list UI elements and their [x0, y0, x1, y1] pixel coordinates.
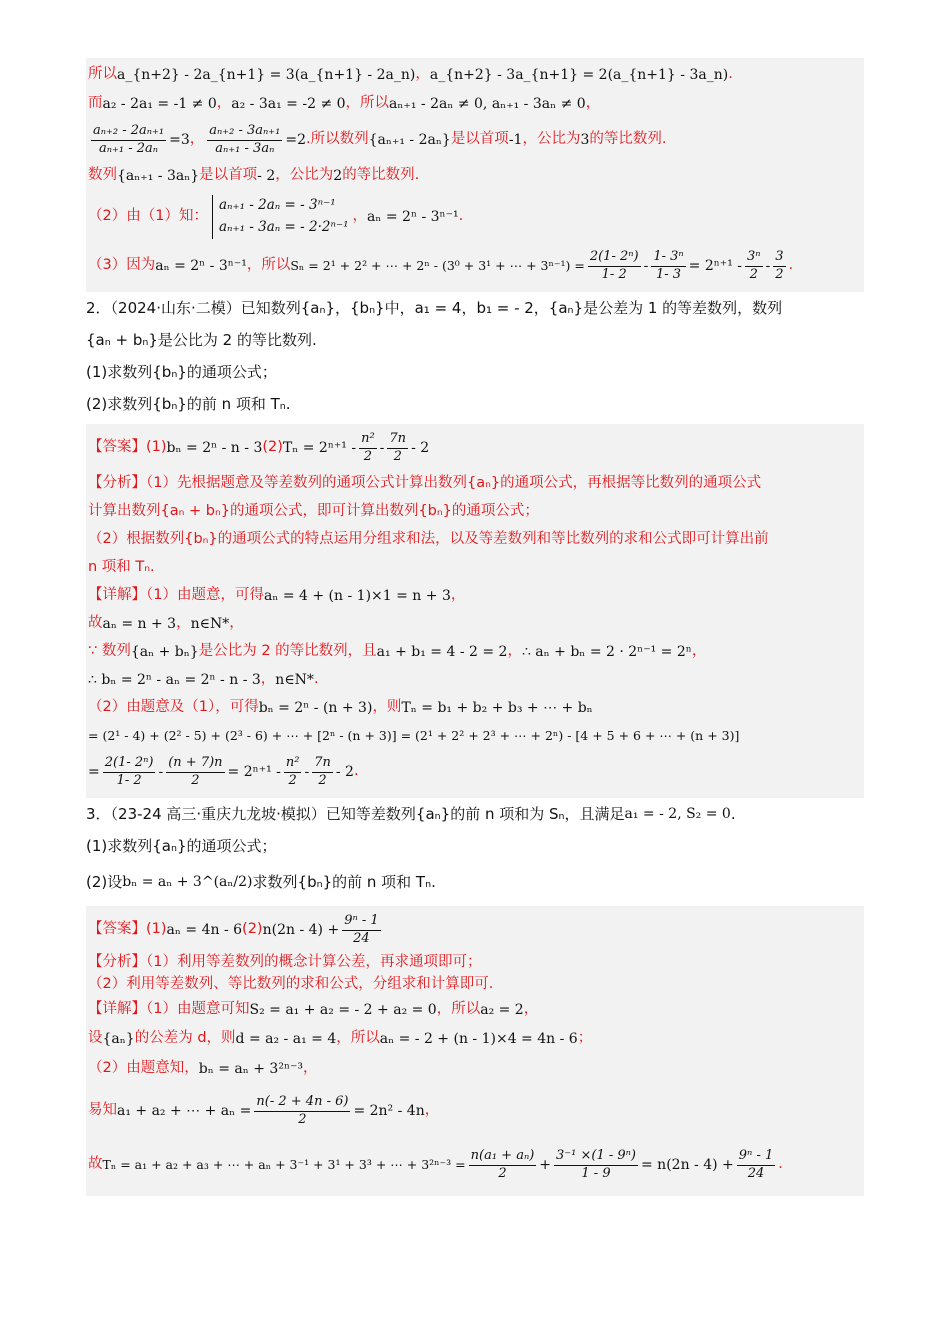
equation-row: aₙ₊₁ - 3aₙ = - 2·2ⁿ⁻¹ [218, 219, 349, 235]
formula: = n(2n - 4) + [641, 1156, 734, 1173]
b3-detail-1 [88, 996, 862, 1024]
fraction [284, 755, 302, 789]
text: (1) [146, 921, 167, 938]
formula: bₙ = aₙ + 3²ⁿ⁻³ [198, 1060, 303, 1077]
q3-stem [86, 798, 864, 830]
b2-detail-3 [88, 638, 862, 666]
text: 所以 [88, 66, 117, 83]
fraction [745, 249, 763, 283]
text: ，则 [372, 699, 402, 716]
text: ，所以 [345, 95, 390, 112]
equation-system [212, 195, 349, 238]
formula: {aₙ} [102, 1030, 135, 1047]
fraction [312, 755, 333, 789]
text: ， [450, 587, 466, 604]
formula: =2 [285, 131, 307, 148]
numerator: (n + 7)n [166, 755, 224, 772]
b2-analysis-2: 计算出数列{aₙ + bₙ}的通项公式，即可计算出数列{bₙ}的通项公式； [88, 503, 539, 520]
text: 3．（23-24 高三·重庆九龙坡·模拟）已知等差数列{aₙ}的前 n 项和为 Sₙ，且满足 [86, 804, 625, 823]
text: 设 [88, 1030, 103, 1047]
fraction [207, 123, 282, 157]
operator: - [379, 439, 385, 456]
denominator: 1 - 9 [581, 1165, 611, 1181]
formula: a_{n+2} - 3a_{n+1} = 2(a_{n+1} - 3a_n) [429, 66, 729, 83]
denominator: aₙ₊₁ - 2aₙ [99, 140, 159, 156]
text: ，所以 [336, 1030, 380, 1047]
text: ， [691, 643, 707, 660]
text: ， [523, 1001, 539, 1018]
numerator: 2(1- 2ⁿ) [103, 755, 156, 772]
fraction [254, 1094, 350, 1128]
numerator: 3 [773, 249, 785, 266]
formula: n∈N* [275, 671, 314, 688]
denominator: 2 [749, 266, 758, 282]
question-3 [86, 798, 864, 902]
denominator: aₙ₊₁ - 3aₙ [215, 140, 275, 156]
formula: a₁ = - 2, S₂ = 0 [624, 805, 731, 822]
b1-line-3 [88, 118, 862, 162]
b1-line-6 [88, 244, 862, 288]
numerator: 1- 3ⁿ [651, 249, 685, 266]
q3-part-1: (1)求数列{aₙ}的通项公式； [86, 836, 277, 855]
q2-part-1: (1)求数列{bₙ}的通项公式； [86, 362, 277, 381]
formula: d = a₂ - a₁ = 4 [235, 1030, 337, 1047]
formula: aₙ = 4 + (n - 1)×1 = n + 3 [263, 587, 451, 604]
numerator: 3⁻¹ ×(1 - 9ⁿ) [554, 1148, 638, 1165]
formula: Sₙ = 2¹ + 2² + ⋯ + 2ⁿ - (3⁰ + 3¹ + ⋯ + 3ⁿ⁻¹) = [290, 257, 585, 273]
formula: = 2ⁿ⁺¹ - [227, 763, 281, 780]
text: (2)设 [86, 872, 123, 891]
formula: S₂ = a₁ + a₂ = - 2 + a₂ = 0 [249, 1001, 437, 1018]
text: ， [585, 95, 601, 112]
denominator: 2 [363, 448, 373, 464]
q2-stem-1: 2．（2024·山东·二模）已知数列{aₙ}，{bₙ}中，a₁ = 4，b₁ = - 2，{aₙ}是公差为 1 的等差数列，数列 [86, 298, 783, 317]
fraction [91, 123, 166, 157]
operator: - [643, 257, 649, 274]
numerator: 7n [312, 755, 333, 772]
formula: 2 [333, 167, 343, 184]
fraction [554, 1148, 638, 1182]
denominator: 2 [191, 772, 200, 788]
text: 求数列{bₙ}的前 n 项和 Tₙ. [252, 872, 436, 891]
formula: =3 [169, 131, 190, 148]
numerator: n(- 2 + 4n - 6) [254, 1094, 350, 1111]
text: (1) [146, 439, 167, 456]
denominator: 24 [353, 930, 370, 946]
text: ， [424, 1102, 440, 1119]
text: ，公比为 [275, 167, 334, 184]
text: 【详解】（1）由题意，可得 [88, 587, 264, 604]
text: 故 [88, 1156, 103, 1173]
q2-part-2: (2)求数列{bₙ}的前 n 项和 Tₙ. [86, 394, 291, 413]
fraction [773, 249, 785, 283]
text: ， [352, 208, 367, 225]
b2-detail-6 [88, 722, 862, 750]
formula: a₂ = 2 [480, 1001, 524, 1018]
numerator: aₙ₊₂ - 3aₙ₊₁ [207, 123, 282, 140]
text: 故 [88, 615, 103, 632]
text: .所以数列 [306, 131, 369, 148]
denominator: 2 [498, 1165, 507, 1181]
b3-analysis-2: （2）利用等差数列、等比数列的求和公式，分组求和计算即可. [88, 976, 494, 993]
text: . [730, 804, 736, 823]
b3-answer [88, 908, 862, 952]
text: ，所以 [246, 257, 291, 274]
text: ∵ 数列 [88, 643, 131, 660]
formula: Tₙ = 2ⁿ⁺¹ - [282, 439, 357, 456]
fraction [103, 755, 156, 789]
text: ，所以 [436, 1001, 481, 1018]
text: ， [507, 643, 522, 660]
solution-block-3 [86, 906, 864, 1196]
denominator: 2 [775, 266, 784, 282]
b3-detail-4 [88, 1084, 862, 1138]
text: 是以首项 [199, 167, 258, 184]
answer-tag: 【答案】 [88, 439, 146, 456]
text: . [728, 66, 733, 83]
formula: bₙ = 2ⁿ - n - 3 [166, 439, 263, 456]
text: （3）因为 [88, 257, 156, 274]
b2-detail-4 [88, 666, 862, 694]
text: . [313, 671, 319, 688]
fraction [469, 1148, 537, 1182]
formula: - 2 [335, 763, 354, 780]
text: （2）由（1）知： [88, 208, 208, 225]
text: 的等比数列. [589, 131, 667, 148]
denominator: 2 [318, 772, 327, 788]
formula: bₙ = 2ⁿ - (n + 3) [258, 699, 373, 716]
formula: Tₙ = a₁ + a₂ + a₃ + ⋯ + aₙ + 3⁻¹ + 3¹ + 3³ + ⋯ + 3²ⁿ⁻³ = [102, 1156, 466, 1172]
text: ， [260, 671, 276, 688]
text: 是公比为 2 的等比数列，且 [198, 643, 377, 660]
b2-detail-5 [88, 694, 862, 722]
denominator: 24 [747, 1165, 765, 1181]
numerator: 3ⁿ [745, 249, 763, 266]
text: 数列 [88, 167, 117, 184]
b3-detail-3 [88, 1054, 862, 1084]
numerator: n² [359, 431, 377, 448]
fraction [387, 431, 408, 465]
text: （2）由题意知， [88, 1060, 199, 1077]
text: . [788, 257, 794, 274]
operator: + [539, 1156, 552, 1173]
text: (2) [262, 439, 283, 456]
equation-row: aₙ₊₁ - 2aₙ = - 3ⁿ⁻¹ [218, 197, 336, 214]
text: . [353, 763, 359, 780]
text: 易知 [88, 1102, 117, 1119]
formula: - 2 [411, 439, 430, 456]
formula: bₙ = aₙ + 3^(aₙ/2) [122, 873, 253, 890]
denominator: 2 [298, 1111, 307, 1127]
operator: - [304, 763, 310, 780]
b2-analysis-3: （2）根据数列{bₙ}的通项公式的特点运用分组求和法，以及等差数列和等比数列的求和公式即可计算出前 [88, 531, 769, 548]
formula: a₁ + b₁ = 4 - 2 = 2 [376, 643, 508, 660]
formula: aₙ = n + 3 [102, 615, 177, 632]
formula: n∈N* [190, 615, 230, 632]
numerator: aₙ₊₂ - 2aₙ₊₁ [91, 123, 166, 140]
text: 而 [88, 95, 103, 112]
formula: {aₙ + bₙ} [130, 643, 199, 660]
denominator: 1- 2 [116, 772, 142, 788]
text: . [778, 1156, 783, 1173]
operator: - [765, 257, 771, 274]
text: ， [415, 66, 430, 83]
b3-detail-5 [88, 1138, 862, 1192]
numerator: n² [284, 755, 302, 772]
text: . [458, 208, 464, 225]
operator: - [158, 763, 164, 780]
text: ， [229, 615, 244, 632]
fraction [651, 249, 685, 283]
b3-analysis-1: 【分析】（1）利用等差数列的概念计算公差，再求通项即可； [88, 954, 482, 971]
text: ， [189, 131, 205, 148]
question-2 [86, 292, 864, 420]
text: 的公差为 d，则 [134, 1030, 236, 1047]
formula: aₙ = - 2 + (n - 1)×4 = 4n - 6 [379, 1030, 578, 1047]
q3-part-2 [86, 862, 864, 902]
text: ， [176, 615, 191, 632]
formula: = 2n² - 4n [353, 1102, 425, 1119]
text: （2）由题意及（1），可得 [88, 699, 259, 716]
solution-block-1 [86, 58, 864, 292]
formula: ∴ bₙ = 2ⁿ - aₙ = 2ⁿ - n - 3 [88, 671, 261, 688]
text: ； [577, 1030, 593, 1047]
fraction [359, 431, 377, 465]
formula: - 2 [257, 167, 276, 184]
formula: = (2¹ - 4) + (2² - 5) + (2³ - 6) + ⋯ + [2ⁿ - (n + 3)] = (2¹ + 2² + 2³ + ⋯ + 2ⁿ) - [4 + 5 + 6 + ⋯ + (n + 3)] [88, 727, 740, 743]
text: (2) [242, 921, 263, 938]
b1-line-5 [88, 190, 862, 244]
b2-analysis-4: n 项和 Tₙ. [88, 559, 155, 576]
formula: n(2n - 4) + [262, 921, 340, 938]
formula: {aₙ₊₁ - 2aₙ} [368, 131, 451, 148]
formula: aₙ = 2ⁿ - 3ⁿ⁻¹ [155, 257, 247, 274]
formula: = [88, 763, 100, 780]
formula: = 2ⁿ⁺¹ - [688, 257, 742, 274]
b2-detail-1 [88, 582, 862, 610]
formula: aₙ = 2ⁿ - 3ⁿ⁻¹ [367, 208, 459, 225]
numerator: 2(1- 2ⁿ) [588, 249, 641, 266]
text: 是以首项 [450, 131, 509, 148]
denominator: 1- 2 [601, 266, 627, 282]
formula: Tₙ = b₁ + b₂ + b₃ + ⋯ + bₙ [401, 699, 593, 716]
document-page [86, 58, 864, 1196]
text: ， [216, 95, 232, 112]
fraction [166, 755, 224, 789]
solution-block-2 [86, 424, 864, 798]
formula: a_{n+2} - 2a_{n+1} = 3(a_{n+1} - 2a_n) [117, 66, 416, 83]
formula: aₙ₊₁ - 2aₙ ≠ 0, aₙ₊₁ - 3aₙ ≠ 0 [389, 95, 586, 112]
text: ，公比为 [522, 131, 581, 148]
b2-analysis-1: 【分析】（1）先根据题意及等差数列的通项公式计算出数列{aₙ}的通项公式，再根据等比数列的通项公式 [88, 475, 762, 492]
numerator: 9ⁿ - 1 [737, 1148, 775, 1165]
formula: {aₙ₊₁ - 3aₙ} [117, 167, 200, 184]
formula: ∴ aₙ + bₙ = 2 · 2ⁿ⁻¹ = 2ⁿ [521, 643, 692, 660]
b2-detail-2 [88, 610, 862, 638]
formula: a₁ + a₂ + ⋯ + aₙ = [117, 1102, 252, 1119]
b1-line-2 [88, 90, 862, 118]
denominator: 1- 3 [655, 266, 682, 282]
b2-detail-7 [88, 750, 862, 794]
denominator: 2 [393, 448, 402, 464]
formula: 3 [580, 131, 590, 148]
fraction [737, 1148, 775, 1182]
formula: a₂ - 2a₁ = -1 ≠ 0 [102, 95, 217, 112]
numerator: 7n [387, 431, 408, 448]
text: ， [303, 1060, 318, 1077]
numerator: 9ⁿ - 1 [342, 913, 380, 930]
denominator: 2 [288, 772, 297, 788]
b1-line-4 [88, 162, 862, 190]
answer-tag: 【答案】 [88, 921, 146, 938]
fraction [342, 913, 380, 947]
text: 的等比数列. [342, 167, 420, 184]
b2-answer [88, 426, 862, 470]
text: 【详解】（1）由题意可知 [88, 1001, 250, 1018]
numerator: n(a₁ + aₙ) [469, 1148, 537, 1165]
q2-stem-2: {aₙ + bₙ}是公比为 2 的等比数列. [86, 330, 317, 349]
b1-line-1 [88, 60, 862, 90]
b3-detail-2 [88, 1024, 862, 1054]
formula: -1 [508, 131, 523, 148]
formula: aₙ = 4n - 6 [166, 921, 243, 938]
fraction [588, 249, 641, 283]
formula: a₂ - 3a₁ = -2 ≠ 0 [231, 95, 346, 112]
